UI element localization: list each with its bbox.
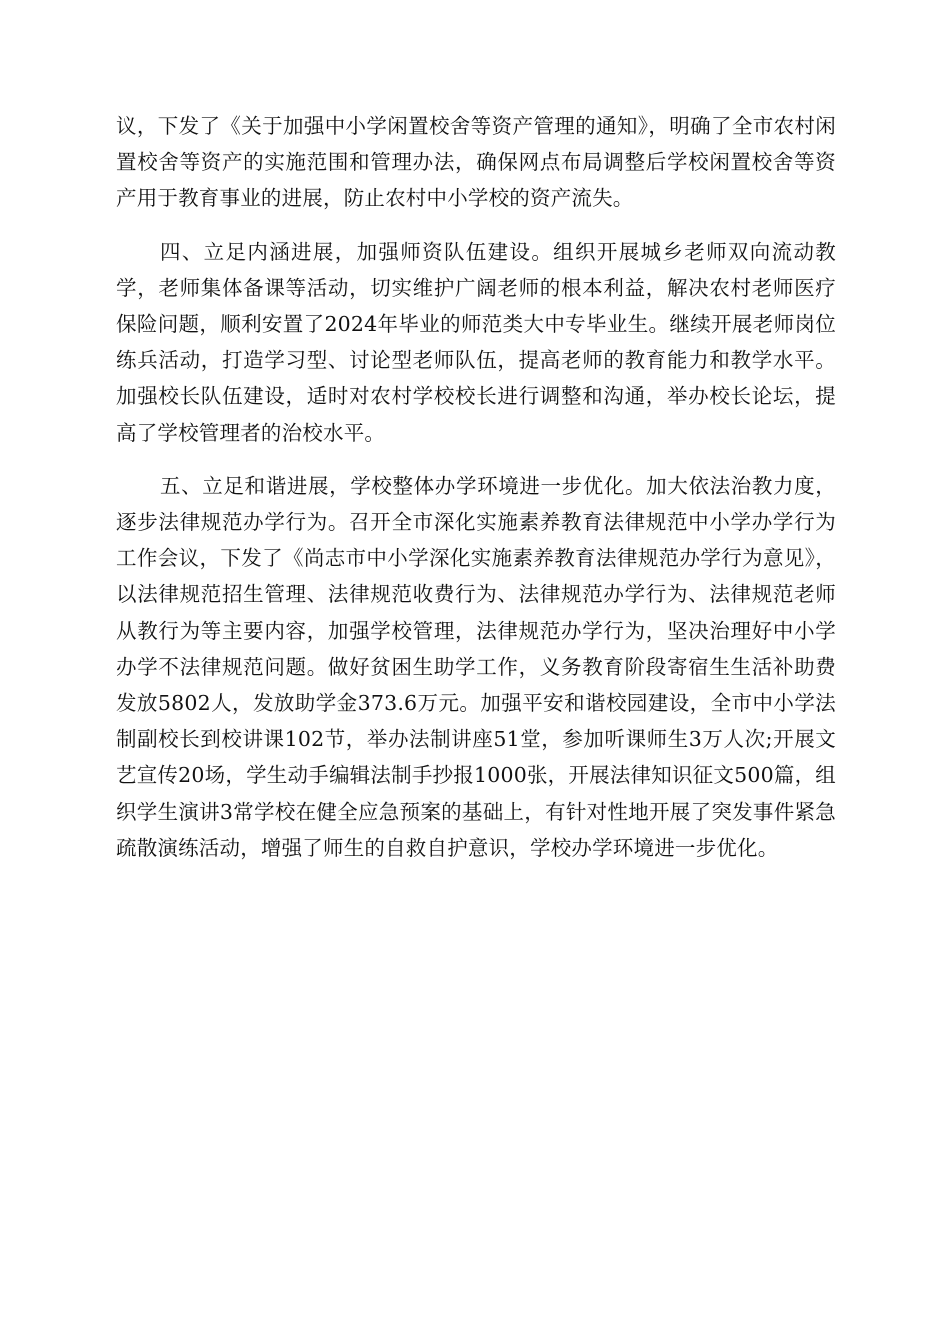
paragraph-section-five: 五、立足和谐进展，学校整体办学环境进一步优化。加大依法治教力度，逐步法律规范办学行为。召开全市深化实施素养教育法律规范中小学办学行为工作会议，下发了《尚志市中小学深化实施素养教育法律规范办学行为意见》，以法律规范招生管理、法律规范收费行为、法律规范办学行为、法律规范老师从教行为等主要内容，加强学校管理，法律规范办学行为，坚决治理好中小学办学不法律规范问题。做好贫困生助学工作，义务教育阶段寄宿生生活补助费发放5802人，发放助学金373.6万元。加强平安和谐校园建设，全市中小学法制副校长到校讲课102节，举办法制讲座51堂，参加听课师生3万人次;开展文艺宣传20场，学生动手编辑法制手抄报1000张，开展法律知识征文500篇，组织学生演讲3常学校在健全应急预案的基础上，有针对性地开展了突发事件紧急疏散演练活动，增强了师生的自救自护意识，学校办学环境进一步优化。 [116, 473, 836, 860]
paragraph-section-four: 四、立足内涵进展，加强师资队伍建设。组织开展城乡老师双向流动教学，老师集体备课等活动，切实维护广阔老师的根本利益，解决农村老师医疗保险问题，顺利安置了2024年毕业的师范类大中专毕业生。继续开展老师岗位练兵活动，打造学习型、讨论型老师队伍，提高老师的教育能力和教学水平。加强校长队伍建设，适时对农村学校校长进行调整和沟通，举办校长论坛，提高了学校管理者的治校水平。 [116, 239, 836, 445]
paragraph-continuation: 议，下发了《关于加强中小学闲置校舍等资产管理的通知》，明确了全市农村闲置校舍等资产的实施范围和管理办法，确保网点布局调整后学校闲置校舍等资产用于教育事业的进展，防止农村中小学校的资产流失。 [116, 114, 836, 211]
document-body [116, 108, 836, 866]
